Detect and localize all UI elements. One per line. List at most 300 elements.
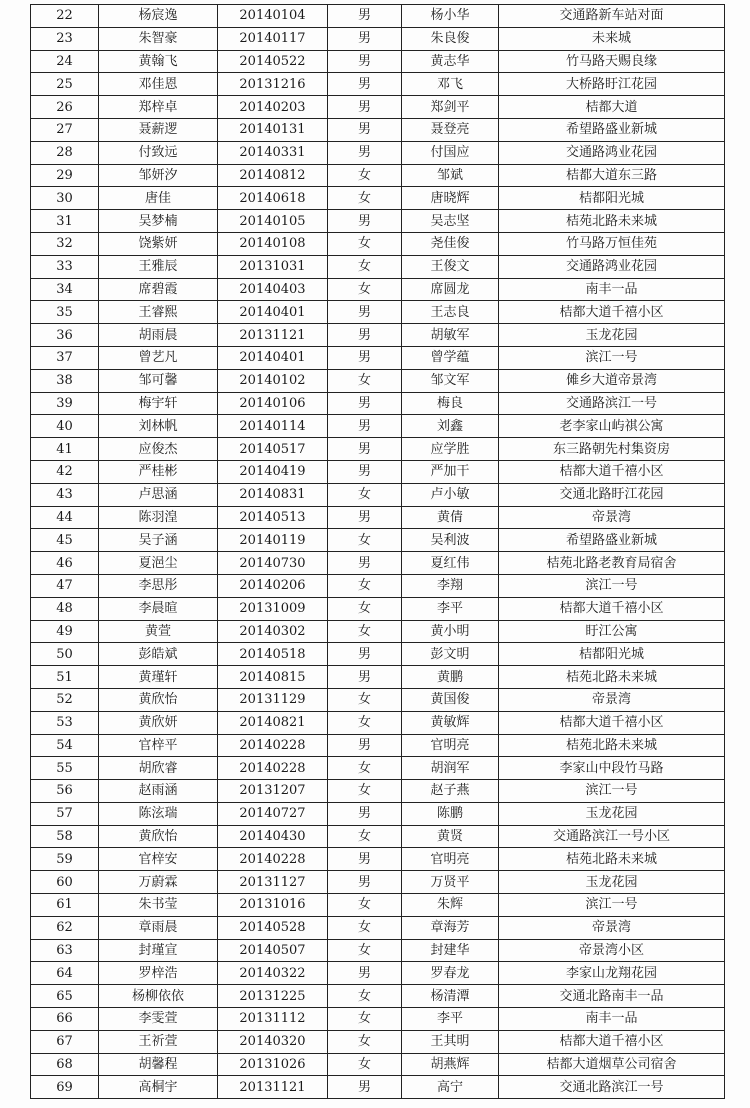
student-id-cell: 20140821 [218,711,328,734]
student-id-cell: 20131016 [218,894,328,917]
student-name-cell: 邹可馨 [99,369,218,392]
student-name-cell: 聂薪逻 [99,118,218,141]
student-id-cell: 20131216 [218,73,328,96]
parent-name-cell: 邹文军 [402,369,499,392]
student-name-cell: 章雨晨 [99,916,218,939]
address-cell: 桔苑北路未来城 [499,210,725,233]
parent-name-cell: 胡敏军 [402,324,499,347]
table-row [31,780,725,803]
table-row [31,802,725,825]
student-id-cell: 20140206 [218,574,328,597]
student-id-cell: 20140104 [218,5,328,28]
row-number-cell: 53 [31,711,99,734]
address-cell: 帝景湾小区 [499,939,725,962]
student-name-cell: 官梓安 [99,848,218,871]
student-id-cell: 20140320 [218,1030,328,1053]
parent-name-cell: 官明亮 [402,734,499,757]
parent-name-cell: 曾学蕴 [402,346,499,369]
gender-cell: 男 [328,871,402,894]
row-number-cell: 41 [31,438,99,461]
student-name-cell: 卢思涵 [99,483,218,506]
gender-cell: 男 [328,210,402,233]
parent-name-cell: 封建华 [402,939,499,962]
student-id-cell: 20140114 [218,415,328,438]
row-number-cell: 64 [31,962,99,985]
gender-cell: 男 [328,848,402,871]
student-name-cell: 杨柳依依 [99,985,218,1008]
student-id-cell: 20140106 [218,392,328,415]
parent-name-cell: 胡燕辉 [402,1053,499,1076]
row-number-cell: 54 [31,734,99,757]
row-number-cell: 40 [31,415,99,438]
gender-cell: 女 [328,916,402,939]
student-id-cell: 20140117 [218,27,328,50]
student-name-cell: 李思彤 [99,574,218,597]
table-row [31,574,725,597]
address-cell: 滨江一号 [499,780,725,803]
student-name-cell: 席碧霞 [99,278,218,301]
gender-cell: 男 [328,27,402,50]
address-cell: 交通北路盱江花园 [499,483,725,506]
gender-cell: 男 [328,438,402,461]
student-id-cell: 20140302 [218,620,328,643]
address-cell: 南丰一品 [499,1008,725,1031]
parent-name-cell: 黄敏辉 [402,711,499,734]
parent-name-cell: 黄志华 [402,50,499,73]
address-cell: 滨江一号 [499,574,725,597]
gender-cell: 男 [328,301,402,324]
table-row [31,871,725,894]
address-cell: 桔苑北路老教育局宿舍 [499,552,725,575]
address-cell: 桔都大道千禧小区 [499,460,725,483]
gender-cell: 女 [328,369,402,392]
address-cell: 交通路滨江一号小区 [499,825,725,848]
student-name-cell: 王睿熙 [99,301,218,324]
student-name-cell: 付致远 [99,141,218,164]
student-id-cell: 20140727 [218,802,328,825]
student-id-cell: 20140618 [218,187,328,210]
table-row [31,483,725,506]
parent-name-cell: 官明亮 [402,848,499,871]
gender-cell: 女 [328,1030,402,1053]
student-id-cell: 20140102 [218,369,328,392]
parent-name-cell: 邓飞 [402,73,499,96]
row-number-cell: 45 [31,529,99,552]
parent-name-cell: 黄小明 [402,620,499,643]
student-name-cell: 饶紫妍 [99,232,218,255]
address-cell: 桔都大道千禧小区 [499,1030,725,1053]
student-id-cell: 20131129 [218,688,328,711]
student-name-cell: 黄翰飞 [99,50,218,73]
row-number-cell: 25 [31,73,99,96]
parent-name-cell: 李平 [402,597,499,620]
student-id-cell: 20131127 [218,871,328,894]
student-name-cell: 黄欣怡 [99,825,218,848]
address-cell: 桔苑北路未来城 [499,734,725,757]
row-number-cell: 31 [31,210,99,233]
student-id-cell: 20140228 [218,848,328,871]
address-cell: 桔都大道千禧小区 [499,597,725,620]
parent-name-cell: 罗春龙 [402,962,499,985]
address-cell: 帝景湾 [499,506,725,529]
table-row [31,529,725,552]
gender-cell: 女 [328,620,402,643]
table-row [31,73,725,96]
address-cell: 南丰一品 [499,278,725,301]
parent-name-cell: 黄鹏 [402,666,499,689]
student-name-cell: 郑梓卓 [99,96,218,119]
student-name-cell: 黄瑾轩 [99,666,218,689]
student-id-cell: 20140430 [218,825,328,848]
row-number-cell: 69 [31,1076,99,1099]
address-cell: 李家山中段竹马路 [499,757,725,780]
address-cell: 桔都大道千禧小区 [499,301,725,324]
table-row [31,757,725,780]
table-row [31,985,725,1008]
parent-name-cell: 王志良 [402,301,499,324]
parent-name-cell: 黄倩 [402,506,499,529]
gender-cell: 女 [328,278,402,301]
parent-name-cell: 高宁 [402,1076,499,1099]
row-number-cell: 61 [31,894,99,917]
parent-name-cell: 万贤平 [402,871,499,894]
address-cell: 交通路滨江一号 [499,392,725,415]
table-row [31,1053,725,1076]
row-number-cell: 33 [31,255,99,278]
student-name-cell: 吴子涵 [99,529,218,552]
address-cell: 桔都大道烟草公司宿舍 [499,1053,725,1076]
address-cell: 帝景湾 [499,916,725,939]
address-cell: 帝景湾 [499,688,725,711]
row-number-cell: 30 [31,187,99,210]
address-cell: 竹马路天赐良缘 [499,50,725,73]
table-row [31,552,725,575]
row-number-cell: 23 [31,27,99,50]
row-number-cell: 28 [31,141,99,164]
row-number-cell: 46 [31,552,99,575]
table-row [31,50,725,73]
gender-cell: 女 [328,1008,402,1031]
table-row [31,894,725,917]
student-id-cell: 20140403 [218,278,328,301]
parent-name-cell: 王其明 [402,1030,499,1053]
address-cell: 老李家山屿祺公寓 [499,415,725,438]
gender-cell: 女 [328,232,402,255]
student-id-cell: 20140730 [218,552,328,575]
row-number-cell: 22 [31,5,99,28]
table-row [31,369,725,392]
student-name-cell: 严桂彬 [99,460,218,483]
gender-cell: 女 [328,187,402,210]
student-name-cell: 李雯萱 [99,1008,218,1031]
table-row [31,301,725,324]
table-row [31,232,725,255]
row-number-cell: 65 [31,985,99,1008]
student-name-cell: 吴梦楠 [99,210,218,233]
row-number-cell: 62 [31,916,99,939]
student-id-cell: 20140131 [218,118,328,141]
gender-cell: 女 [328,825,402,848]
address-cell: 盱江公寓 [499,620,725,643]
student-name-cell: 唐佳 [99,187,218,210]
student-id-cell: 20140119 [218,529,328,552]
row-number-cell: 48 [31,597,99,620]
student-name-cell: 赵雨涵 [99,780,218,803]
table-row [31,962,725,985]
table-row [31,848,725,871]
student-name-cell: 彭皓斌 [99,643,218,666]
row-number-cell: 35 [31,301,99,324]
gender-cell: 男 [328,73,402,96]
address-cell: 玉龙花园 [499,871,725,894]
gender-cell: 男 [328,324,402,347]
parent-name-cell: 王俊文 [402,255,499,278]
student-id-cell: 20140401 [218,346,328,369]
table-row [31,916,725,939]
parent-name-cell: 唐晓辉 [402,187,499,210]
table-row [31,825,725,848]
gender-cell: 男 [328,666,402,689]
student-id-cell: 20140203 [218,96,328,119]
student-id-cell: 20131009 [218,597,328,620]
student-name-cell: 邹妍汐 [99,164,218,187]
student-name-cell: 李晨暄 [99,597,218,620]
gender-cell: 男 [328,552,402,575]
address-cell: 桔苑北路未来城 [499,848,725,871]
row-number-cell: 39 [31,392,99,415]
student-name-cell: 邓佳恩 [99,73,218,96]
parent-name-cell: 应学胜 [402,438,499,461]
row-number-cell: 24 [31,50,99,73]
student-id-cell: 20140522 [218,50,328,73]
student-id-cell: 20140507 [218,939,328,962]
address-cell: 玉龙花园 [499,802,725,825]
parent-name-cell: 尧佳俊 [402,232,499,255]
table-row [31,506,725,529]
table-row [31,711,725,734]
student-name-cell: 王祈萱 [99,1030,218,1053]
row-number-cell: 51 [31,666,99,689]
parent-name-cell: 章海芳 [402,916,499,939]
address-cell: 希望路盛业新城 [499,529,725,552]
student-id-cell: 20140331 [218,141,328,164]
address-cell: 桔都阳光城 [499,187,725,210]
row-number-cell: 58 [31,825,99,848]
student-id-cell: 20140831 [218,483,328,506]
table-row [31,688,725,711]
row-number-cell: 57 [31,802,99,825]
parent-name-cell: 黄贤 [402,825,499,848]
student-id-cell: 20140105 [218,210,328,233]
row-number-cell: 34 [31,278,99,301]
table-row [31,187,725,210]
gender-cell: 女 [328,597,402,620]
student-id-cell: 20140108 [218,232,328,255]
student-id-cell: 20140528 [218,916,328,939]
address-cell: 傩乡大道帝景湾 [499,369,725,392]
table-row [31,939,725,962]
gender-cell: 女 [328,255,402,278]
student-name-cell: 高桐宇 [99,1076,218,1099]
table-row [31,141,725,164]
student-id-cell: 20140513 [218,506,328,529]
table-row [31,255,725,278]
table-row [31,27,725,50]
row-number-cell: 68 [31,1053,99,1076]
gender-cell: 女 [328,780,402,803]
gender-cell: 男 [328,962,402,985]
table-row [31,324,725,347]
table-row [31,666,725,689]
address-cell: 交通路鸿业花园 [499,141,725,164]
student-name-cell: 杨宸逸 [99,5,218,28]
gender-cell: 女 [328,985,402,1008]
row-number-cell: 60 [31,871,99,894]
student-id-cell: 20131207 [218,780,328,803]
row-number-cell: 43 [31,483,99,506]
student-id-cell: 20140228 [218,734,328,757]
row-number-cell: 47 [31,574,99,597]
row-number-cell: 67 [31,1030,99,1053]
table-row [31,278,725,301]
address-cell: 桔都阳光城 [499,643,725,666]
table-row [31,1008,725,1031]
table-row [31,460,725,483]
parent-name-cell: 吴利波 [402,529,499,552]
gender-cell: 男 [328,5,402,28]
address-cell: 滨江一号 [499,346,725,369]
parent-name-cell: 黄国俊 [402,688,499,711]
student-name-cell: 夏浥尘 [99,552,218,575]
gender-cell: 女 [328,164,402,187]
gender-cell: 女 [328,1053,402,1076]
address-cell: 交通北路滨江一号 [499,1076,725,1099]
student-name-cell: 胡欣睿 [99,757,218,780]
address-cell: 交通路新车站对面 [499,5,725,28]
parent-name-cell: 付国应 [402,141,499,164]
row-number-cell: 50 [31,643,99,666]
parent-name-cell: 杨小华 [402,5,499,28]
parent-name-cell: 李翔 [402,574,499,597]
parent-name-cell: 梅良 [402,392,499,415]
address-cell: 大桥路盱江花园 [499,73,725,96]
student-name-cell: 陈泫瑞 [99,802,218,825]
student-name-cell: 刘林帆 [99,415,218,438]
student-id-cell: 20131026 [218,1053,328,1076]
student-name-cell: 朱智豪 [99,27,218,50]
table-row [31,438,725,461]
table-row [31,96,725,119]
student-id-cell: 20140228 [218,757,328,780]
address-cell: 交通北路南丰一品 [499,985,725,1008]
gender-cell: 男 [328,460,402,483]
parent-name-cell: 陈鹏 [402,802,499,825]
student-name-cell: 曾艺凡 [99,346,218,369]
student-id-cell: 20140419 [218,460,328,483]
row-number-cell: 59 [31,848,99,871]
gender-cell: 女 [328,757,402,780]
student-name-cell: 朱书莹 [99,894,218,917]
table-row [31,643,725,666]
table-row [31,734,725,757]
gender-cell: 男 [328,346,402,369]
row-number-cell: 29 [31,164,99,187]
student-roster-table [30,4,725,1099]
parent-name-cell: 夏红伟 [402,552,499,575]
student-id-cell: 20140401 [218,301,328,324]
table-row [31,5,725,28]
gender-cell: 女 [328,894,402,917]
address-cell: 桔都大道 [499,96,725,119]
row-number-cell: 44 [31,506,99,529]
row-number-cell: 32 [31,232,99,255]
row-number-cell: 27 [31,118,99,141]
table-row [31,210,725,233]
address-cell: 玉龙花园 [499,324,725,347]
student-name-cell: 黄欣妍 [99,711,218,734]
row-number-cell: 42 [31,460,99,483]
student-name-cell: 黄欣怡 [99,688,218,711]
parent-name-cell: 彭文明 [402,643,499,666]
roster-body [31,5,725,1099]
gender-cell: 男 [328,96,402,119]
address-cell: 未来城 [499,27,725,50]
student-name-cell: 罗梓浩 [99,962,218,985]
row-number-cell: 66 [31,1008,99,1031]
student-name-cell: 胡雨晨 [99,324,218,347]
row-number-cell: 37 [31,346,99,369]
gender-cell: 女 [328,939,402,962]
student-id-cell: 20131031 [218,255,328,278]
gender-cell: 男 [328,50,402,73]
gender-cell: 男 [328,1076,402,1099]
gender-cell: 女 [328,688,402,711]
parent-name-cell: 朱良俊 [402,27,499,50]
table-row [31,1076,725,1099]
student-name-cell: 应俊杰 [99,438,218,461]
parent-name-cell: 李平 [402,1008,499,1031]
address-cell: 东三路朝先村集资房 [499,438,725,461]
student-name-cell: 官梓平 [99,734,218,757]
table-row [31,118,725,141]
table-row [31,392,725,415]
address-cell: 竹马路万恒佳苑 [499,232,725,255]
row-number-cell: 36 [31,324,99,347]
student-name-cell: 封瑾宣 [99,939,218,962]
gender-cell: 女 [328,483,402,506]
student-id-cell: 20131225 [218,985,328,1008]
student-id-cell: 20140322 [218,962,328,985]
parent-name-cell: 刘鑫 [402,415,499,438]
student-id-cell: 20131112 [218,1008,328,1031]
student-name-cell: 胡馨程 [99,1053,218,1076]
gender-cell: 男 [328,506,402,529]
address-cell: 希望路盛业新城 [499,118,725,141]
parent-name-cell: 郑剑平 [402,96,499,119]
gender-cell: 男 [328,392,402,415]
student-id-cell: 20131121 [218,324,328,347]
row-number-cell: 49 [31,620,99,643]
student-name-cell: 梅宇轩 [99,392,218,415]
address-cell: 桔都大道东三路 [499,164,725,187]
student-id-cell: 20140815 [218,666,328,689]
parent-name-cell: 卢小敏 [402,483,499,506]
table-row [31,164,725,187]
student-id-cell: 20131121 [218,1076,328,1099]
address-cell: 桔苑北路未来城 [499,666,725,689]
address-cell: 滨江一号 [499,894,725,917]
gender-cell: 男 [328,802,402,825]
